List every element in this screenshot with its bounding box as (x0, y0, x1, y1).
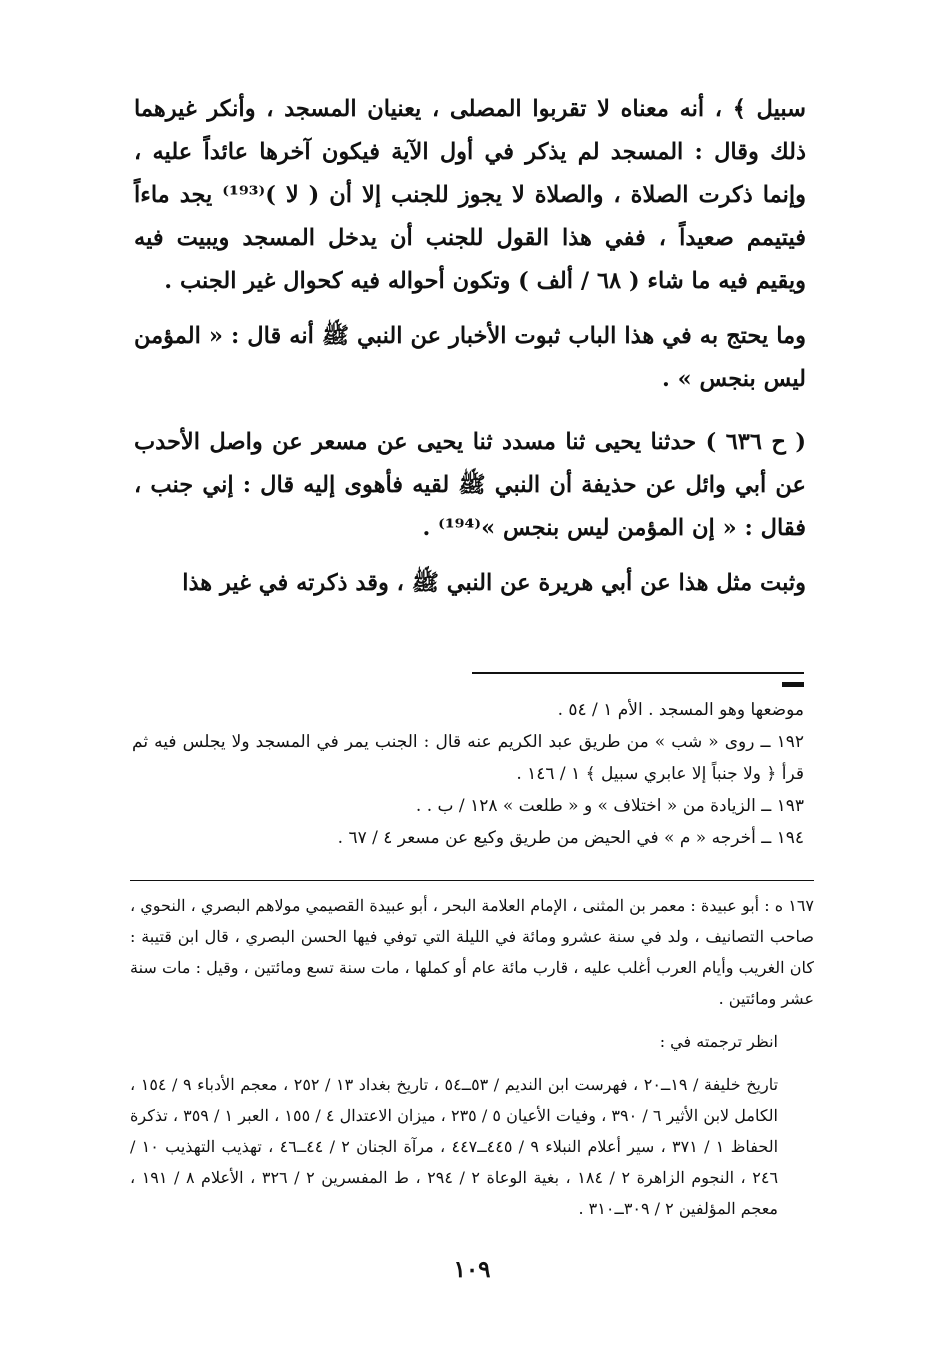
footnote-continued: موضعها وهو المسجد . الأم ١ / ٥٤ . (557, 700, 804, 720)
biography-sources: تاريخ خليفة / ١٩ــ٢٠ ، فهرست ابن النديم / ٥٣ــ٥٤ ، تاريخ بغداد ١٣ / ٢٥٢ ، معجم الأدباء ٩ / ١٥٤ ، الكامل لابن الأثير ٦ / ٣٩٠ ، وفيات الأعيان ٥ / ٢٣٥ ، ميزان الاعتدال ٤ / ١٥٥ ، العبر ١ / ٣٥٩ ، تذكرة الحفاظ ١ / ٣٧١ ، سير أعلام النبلاء ٩ / ٤٤٥ــ٤٤٧ ، مرآة الجنان ٢ / ٤٤ــ٤٦ ، تهذيب التهذيب ١٠ / ٢٤٦ ، النجوم الزاهرة ٢ / ١٨٤ ، بغية الوعاة ٢ / ٢٩٤ ، ط المفسرين ٢ / ٣٢٦ ، الأعلام ٨ / ١٩١ ، معجم المؤلفين ٢ / ٣٠٩ــ٣١٠ . (130, 1075, 779, 1218)
main-paragraph: وما يحتج به في هذا الباب ثبوت الأخبار عن النبي ﷺ أنه قال : « المؤمن ليس بنجس » . (134, 323, 806, 392)
footnote-192: ١٩٢ ــ روى « شب » من طريق عبد الكريم عنه قال : الجنب يمر في المسجد ولا يجلس فيه ثم قرأ ﴿ ولا جنباً إلا عابري سبيل ﴾ ١ / ١٤٦ . (132, 732, 804, 784)
footnote-194: ١٩٤ ــ أخرجه « م » في الحيض من طريق وكيع عن مسعر ٤ / ٦٧ . (337, 828, 804, 848)
footnotes (132, 694, 804, 854)
footnote-193: ١٩٣ ــ الزيادة من « اختلاف » و « طلعت » ١٢٨ / ب . . (415, 796, 804, 816)
main-paragraph: سبيل ﴾ ، أنه معناه لا تقربوا المصلى ، يعنيان المسجد ، وأنكر غيرهما ذلك وقال : المسجد لم يذكر في أول الآية فيكون آخرها عائداً عليه ، وإنما ذكرت الصلاة ، والصلاة لا يجوز للجنب إلا أن ( لا )⁽¹⁹³⁾ يجد ماءاً فيتيمم صعيداً ، ففي هذا القول للجنب أن يدخل المسجد ويبيت فيه ويقيم فيه ما شاء ( ٦٨ / ألف ) وتكون أحواله فيه كحوال غير الجنب . (134, 96, 806, 294)
biography-text: ١٦٧ ه : أبو عبيدة : معمر بن المثنى ، الإمام العلامة البحر ، أبو عبيدة القصيمي مولاهم البصري ، النحوي ، صاحب التصانيف ، ولد في سنة عشرو ومائة في الليلة التي توفي فيها الحسن البصري ، قال ابن قتيبة : كان الغريب وأيام العرب أغلب عليه ، قارب مائة عام أو كملها ، مات سنة تسع ومائتين ، وقيل : مات سنة عشر ومائتين . (130, 896, 814, 1008)
footnote-separator (472, 672, 804, 674)
continuation-mark (782, 682, 804, 687)
page-number: ١٠٩ (453, 1256, 491, 1283)
main-paragraph: وثبت مثل هذا عن أبي هريرة عن النبي ﷺ ، وقد ذكرته في غير هذا (182, 570, 806, 596)
see-also-label: انظر ترجمته في : (659, 1032, 778, 1051)
main-paragraph: ( ح ٦٣٦ ) حدثنا يحيى ثنا مسدد ثنا يحيى عن مسعر عن واصل الأحدب عن أبي وائل عن حذيفة أن النبي ﷺ لقيه فأهوى إليه قال : إني جنب ، فقال : « إن المؤمن ليس بنجس »⁽¹⁹⁴⁾ . (134, 429, 806, 541)
biography-note (130, 890, 814, 1224)
main-text (134, 88, 806, 605)
biography-separator (130, 880, 814, 881)
